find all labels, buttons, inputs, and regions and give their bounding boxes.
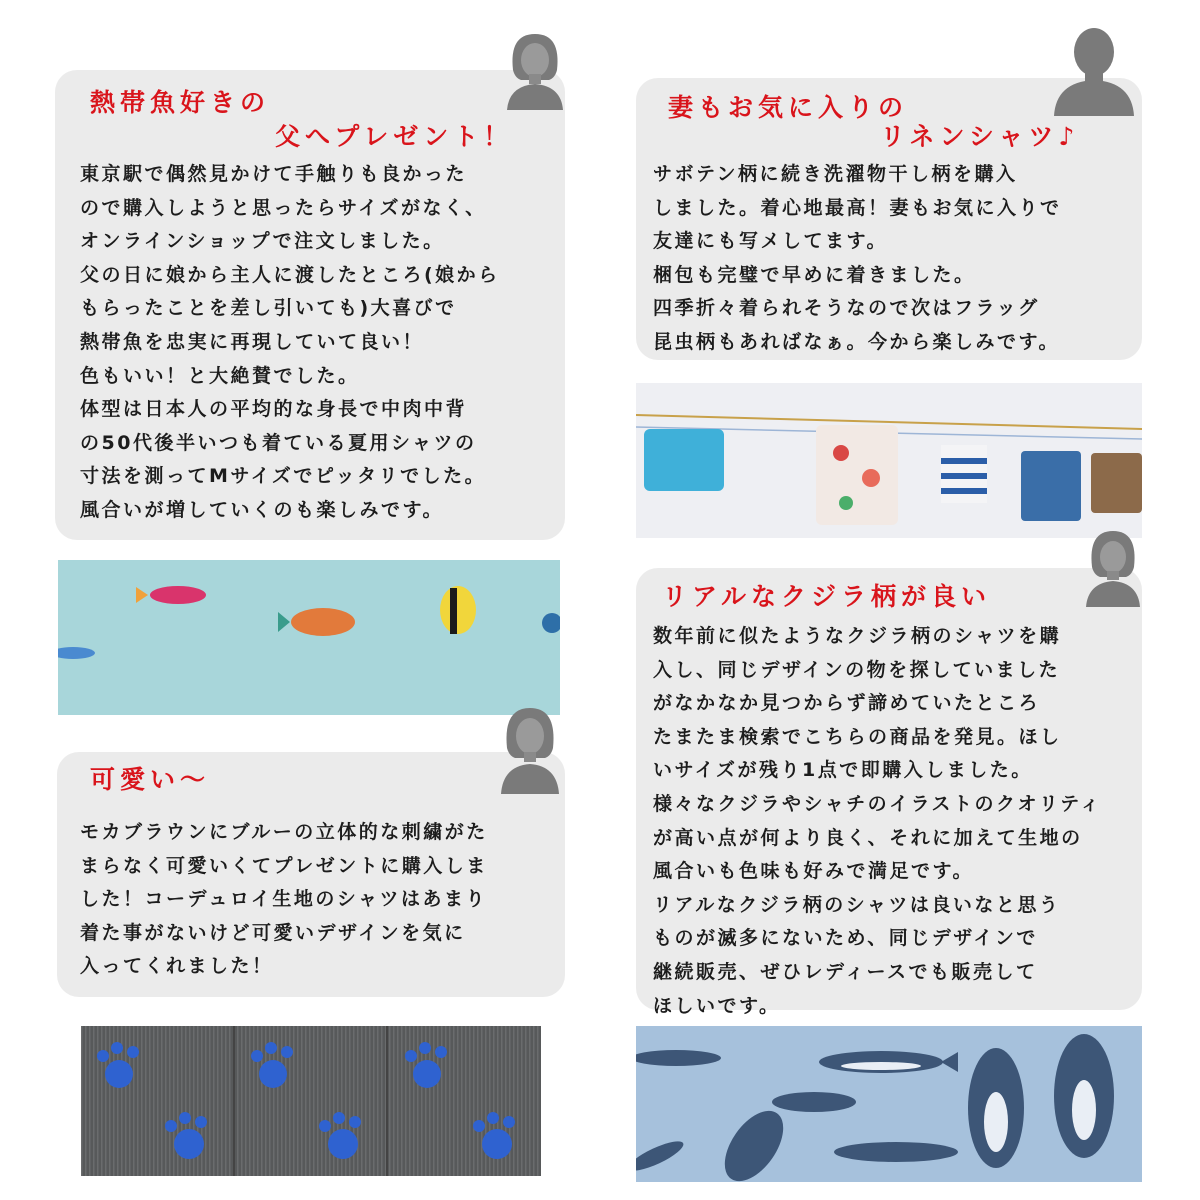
fish-icon <box>440 586 476 634</box>
female-avatar-icon <box>1084 527 1142 607</box>
review-3-title: 可愛い～ <box>90 765 211 794</box>
male-avatar-icon <box>1052 22 1136 116</box>
review-text-line: 入ってくれました！ <box>80 955 274 978</box>
review-text-line: 寸法を測ってMサイズでピッタリでした。 <box>80 465 487 488</box>
review-text-line: 友達にも写メしてます。 <box>653 230 888 253</box>
review-text-line: 東京駅で偶然見かけて手触りも良かった <box>80 163 468 185</box>
review-text-line: 色もいい！と大絶賛でした。 <box>80 364 360 387</box>
review-2-title-line2: リネンシャツ♪ <box>880 122 1080 151</box>
paw-fabric-photo <box>81 1026 541 1176</box>
review-text-line: 体型は日本人の平均的な身長で中肉中背 <box>80 398 468 421</box>
review-text-line: 昆虫柄もあればなぁ。今から楽しみです。 <box>653 330 1060 353</box>
review-text-line: いサイズが残り1点で即購入しました。 <box>653 759 1033 782</box>
review-text-line: 梱包も完璧で早めに着きました。 <box>653 263 976 286</box>
review-text-line: オンラインショップで注文しました。 <box>80 230 445 253</box>
review-1-title-line1: 熱帯魚好きの <box>90 88 271 117</box>
review-text-line: 父の日に娘から主人に渡したところ(娘から <box>80 263 500 286</box>
review-text-line: たまたま検索でこちらの商品を発見。ほし <box>653 725 1062 748</box>
review-text-line: もらったことを差し引いても)大喜びで <box>80 297 457 320</box>
review-text-line: 熱帯魚を忠実に再現していて良い！ <box>80 330 425 353</box>
review-text-line: まらなく可愛いくてプレゼントに購入しま <box>80 854 488 877</box>
female-avatar-icon <box>499 704 561 794</box>
review-text-line: 風合いも色味も好みで満足です。 <box>653 860 974 883</box>
review-text-line: 着た事がないけど可愛いデザインを気に <box>80 921 466 944</box>
review-text-line: しました。着心地最高！妻もお気に入りで <box>653 196 1062 219</box>
review-3-body <box>80 816 488 984</box>
review-1-title-line2: 父へプレゼント！ <box>275 122 514 151</box>
review-4-body <box>653 620 1102 1023</box>
review-text-line: リアルなクジラ柄のシャツは良いなと思う <box>653 893 1061 916</box>
review-text-line: した！コーデュロイ生地のシャツはあまり <box>80 888 487 911</box>
review-text-line: サボテン柄に続き洗濯物干し柄を購入 <box>653 163 1018 185</box>
review-2-title-line1: 妻もお気に入りの <box>668 93 909 122</box>
review-text-line: 継続販売、ぜひレディースでも販売して <box>653 960 1038 983</box>
review-text-line: 入し、同じデザインの物を探していました <box>653 658 1061 681</box>
review-text-line: ほしいです。 <box>653 994 781 1017</box>
review-2-body <box>653 158 1062 360</box>
review-4-title: リアルなクジラ柄が良い <box>662 582 992 611</box>
whale-icon <box>772 1092 856 1112</box>
whale-fabric-photo <box>636 1026 1142 1182</box>
female-avatar-icon <box>503 30 567 110</box>
laundry-fabric-photo <box>636 383 1142 538</box>
review-text-line: 風合いが増していくのも楽しみです。 <box>80 498 444 521</box>
review-text-line: の50代後半いつも着ている夏用シャツの <box>80 431 477 454</box>
review-text-line: モカブラウンにブルーの立体的な刺繍がた <box>80 821 488 843</box>
review-text-line: 数年前に似たようなクジラ柄のシャツを購 <box>653 625 1062 647</box>
review-text-line: がなかなか見つからず諦めていたところ <box>653 692 1041 715</box>
whale-icon <box>834 1142 958 1162</box>
review-text-line: ものが滅多にないため、同じデザインで <box>653 927 1038 950</box>
review-text-line: 四季折々着られそうなので次はフラッグ <box>653 297 1040 320</box>
review-text-line: 様々なクジラやシャチのイラストのクオリティ <box>653 792 1102 815</box>
review-text-line: が高い点が何より良く、それに加えて生地の <box>653 826 1083 849</box>
fish-fabric-photo <box>58 560 560 715</box>
review-text-line: ので購入しようと思ったらサイズがなく、 <box>80 196 487 219</box>
review-1-body <box>80 158 500 528</box>
